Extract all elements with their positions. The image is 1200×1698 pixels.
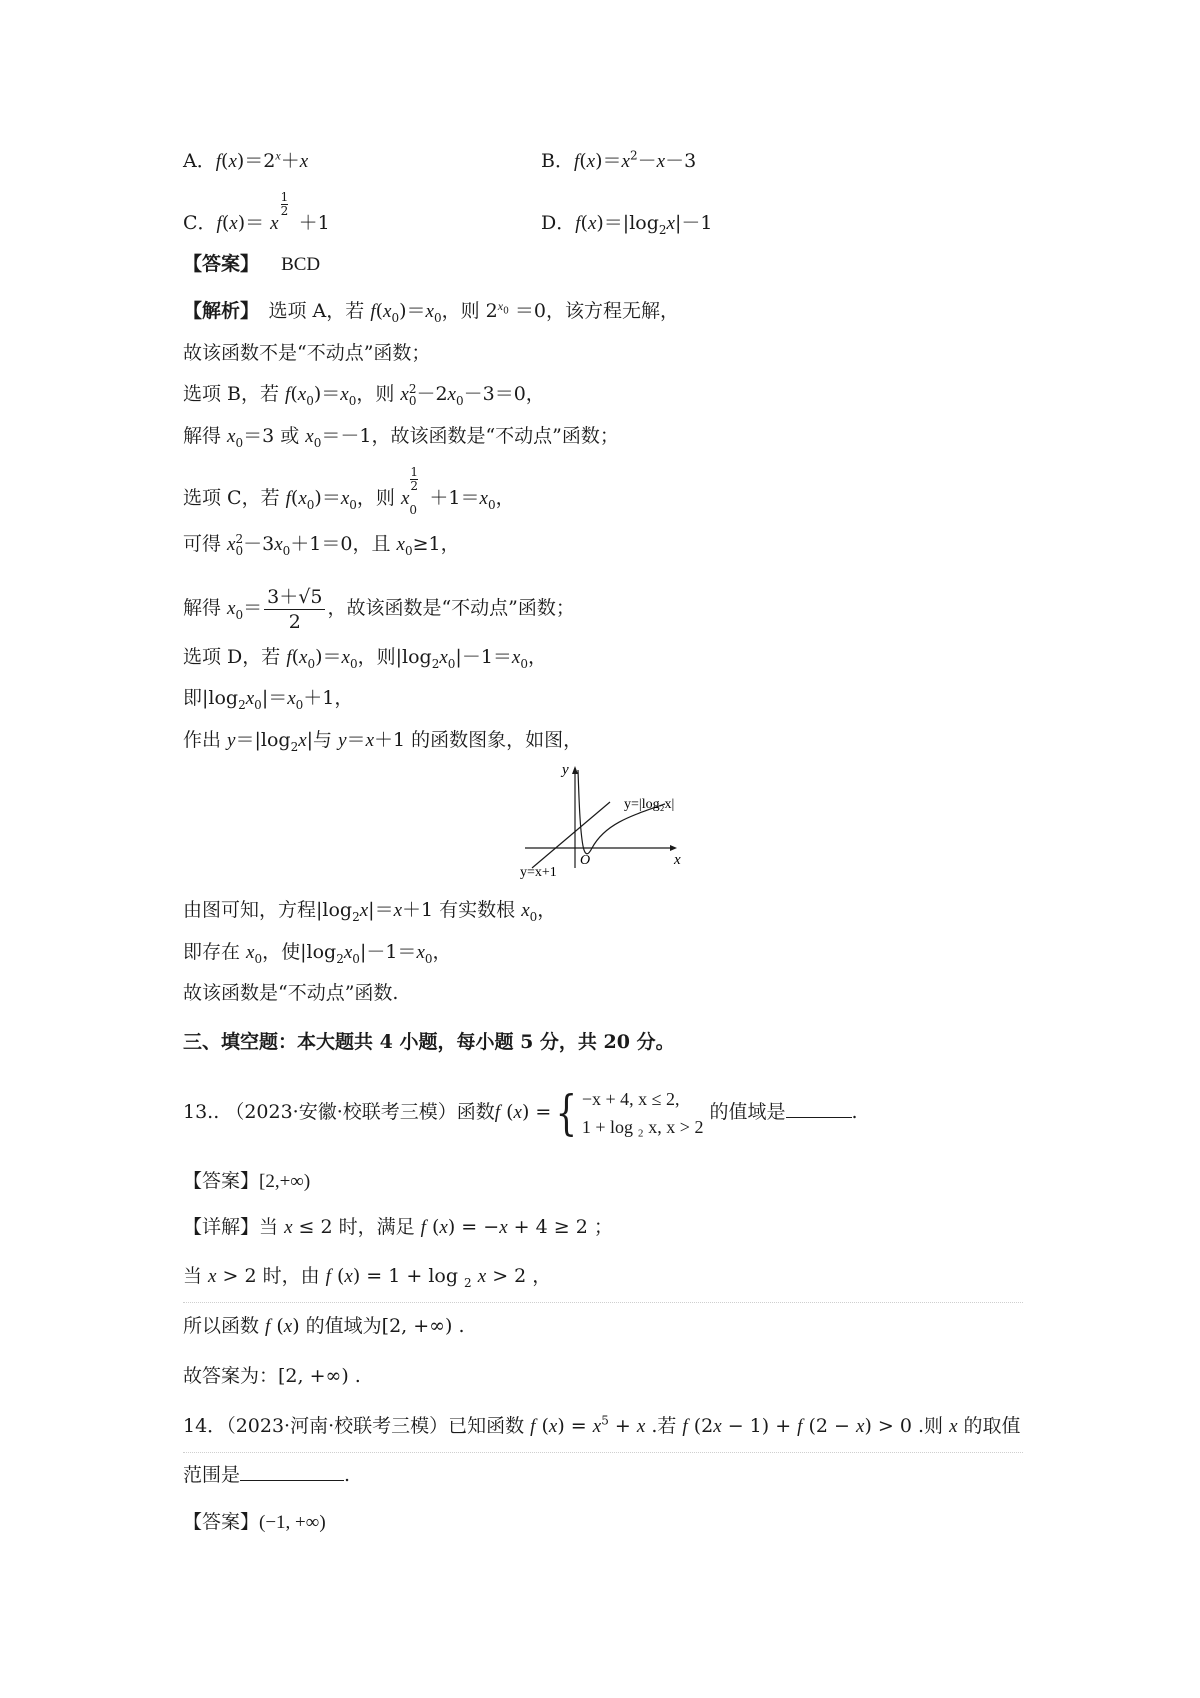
linear-line [532, 802, 610, 868]
q13-answer [183, 1167, 310, 1196]
analysis-line-2: 故该函数不是“不动点”函数； [183, 342, 431, 364]
case-2: 1 + log ₂ x, x > 2 [581, 1117, 704, 1137]
option-a-label: A． [183, 150, 216, 172]
q13-stem: 13.. （2023·安徽·校联考三模）函数f (x) ={ −x + 4, x ≤ 2, 1 + log ₂ x, x > 2 的值域是 . [183, 1085, 858, 1141]
q12-answer [183, 250, 320, 279]
option-c-label: C． [183, 212, 217, 234]
q14-stem-line-1: 14．（2023·河南·校联考三模）已知函数 f $(x) = x^5 + x$ .若 f (2x − 1) + f (2 − x) > 0 .则 x 的取值 [183, 1413, 1021, 1437]
option-c-exp-num: 1 [280, 190, 289, 204]
q13-answer-value: [2,+∞) [259, 1171, 311, 1192]
piecewise-cases [582, 1085, 704, 1141]
q14-answer-tag: 【答案】 [183, 1511, 260, 1533]
q14-answer-value: (−1, +∞) [259, 1512, 326, 1533]
x-axis-label: x [674, 852, 681, 868]
analysis-line-8: 选项 D，若 $f(x_0)=x_0$，则$|\log_2x_0|-1=x_0$， [183, 646, 548, 671]
q13-detail-tag: 【详解】 [183, 1216, 260, 1238]
answer-value: BCD [281, 254, 321, 275]
function-graph-figure [520, 760, 690, 880]
q13-answer-blank [786, 1097, 852, 1118]
q14-answer-blank [240, 1460, 344, 1481]
analysis-line-12: 即存在 $x_0$，使$|\log_2x_0|-1=x_0$， [183, 941, 452, 966]
analysis-line-11: 由图可知，方程$|\log_2x|=x+1$ 有实数根 $x_0$， [183, 899, 557, 924]
analysis-line-4: 解得 $x_0=3$ 或 $x_0=-1$，故该函数是“不动点”函数； [183, 425, 619, 450]
q13-detail-3: 所以函数 f (x) 的值域为[2, +∞) . [183, 1315, 465, 1337]
q14-answer [183, 1508, 326, 1537]
y-axis-arrow [572, 766, 578, 774]
x-axis-arrow [670, 845, 677, 851]
analysis-line-9: 即$|\log_2x_0|=x_0+1$， [183, 687, 354, 712]
q13-stem-prefix: 函数 [456, 1101, 495, 1123]
option-d: D．$f(x)=|\log_2x|-1$ [541, 212, 713, 237]
option-c-exp-den: 2 [280, 204, 289, 218]
analysis-line-7: 解得 $x_0=$ $\frac{3+√5}{2}$ ，故该函数是“不动点”函数； [183, 585, 575, 633]
q13-answer-tag: 【答案】 [183, 1170, 260, 1192]
q14-number: 14． [183, 1415, 227, 1437]
q13-detail-1: 【详解】当 x ≤ 2 时，满足 f (x) = −x + 4 ≥ 2 ； [183, 1216, 613, 1238]
q13-detail-4: 故答案为：[2, +∞) . [183, 1365, 361, 1387]
q14-source: （2023·河南·校联考三模） [226, 1415, 449, 1437]
answer-tag: 【答案】 [183, 253, 260, 275]
analysis-line-13: 故该函数是“不动点”函数. [183, 982, 399, 1004]
section-title: 三、填空题：本大题共 4 小题，每小题 5 分，共 20 分。 [183, 1031, 675, 1053]
origin-label: O [580, 853, 591, 868]
option-b-label: B． [541, 150, 574, 172]
option-d-label: D． [541, 212, 576, 234]
analysis-line-1: 【解析】 选项 A，若 $f(x_0)=x_0$，则 $2^{x_0} =0$，该方程无解， [183, 298, 679, 325]
option-c: C．f(x)＝ x $\frac{1}{2}$ ＋1 [183, 190, 330, 234]
line-label: y=x+1 [520, 865, 557, 880]
q13-stem-suffix: 的值域是 [709, 1101, 786, 1123]
y-axis-label: y [562, 762, 569, 778]
q13-number: 13.. [183, 1101, 220, 1123]
curve-label: y=|log₂x| [624, 797, 675, 812]
q13-detail-2: 当 x > 2 时，由 f (x) = 1 + log $_2$ x > 2 ， [183, 1265, 552, 1290]
q13-source: （2023·安徽·校联考三模） [225, 1101, 457, 1123]
q14-stem-line-2: 范围是 . [183, 1460, 350, 1489]
analysis-line-3: 选项 B，若 $f(x_0)=x_0$，则 x 2 0 $-2x_0-3=0$， [183, 382, 545, 408]
option-b: B．$f(x)=x^2-x-3$ [541, 148, 697, 172]
q14-stem2: 范围是 [183, 1464, 241, 1486]
analysis-tag: 【解析】 [183, 300, 250, 322]
divider-dotted-2 [183, 1452, 1023, 1453]
analysis-line-5: 选项 C，若 $f(x_0)=x_0$，则 x 1 2 0 $+1=x_0$， [183, 465, 515, 517]
root-fraction: $\frac{3+√5}{2}$ [264, 585, 325, 634]
analysis-line-6: 可得 x 2 0 $-3x_0+1=0$，且 $x_0\ge 1$， [183, 532, 460, 558]
divider-dotted [183, 1302, 1023, 1303]
option-a: A．$f(x)=2^x+x$ [183, 148, 309, 172]
analysis-line-10: 作出 $y=|\log_2x|$与 y＝x＋1 的函数图象，如图， [183, 729, 583, 754]
case-1: −x + 4, x ≤ 2, [581, 1089, 680, 1109]
